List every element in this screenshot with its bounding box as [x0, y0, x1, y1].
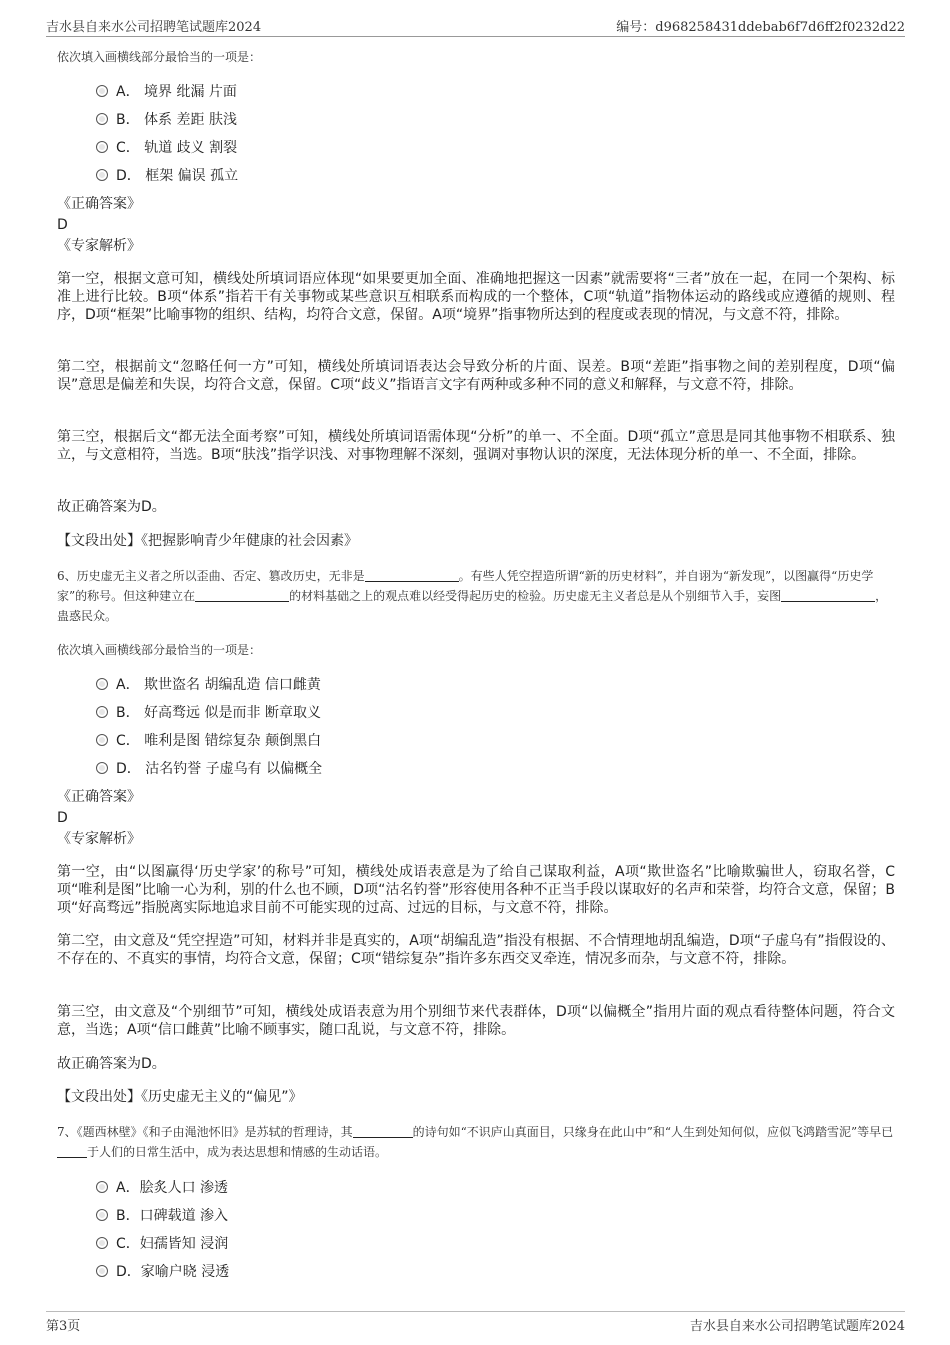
q5-analysis-label: 《专家解析》	[57, 238, 141, 254]
radio-icon[interactable]	[96, 1209, 108, 1221]
q5-analysis-p1: 第一空，根据文意可知，横线处所填词语应体现“如果要更加全面、准确地把握这一因素”就需要将“三者”放在一起，在同一个架构、标准上进行比较。B项“体系”指若干有关事物或某些意识互相联系而构成的一个整体，C项“轨道”指物体运动的路线或应遵循的规则、程序，D项“框架”比喻事物的组织、结构，均符合文意，保留。A项“境界”指事物所达到的程度或表现的情况，与文意不符，排除。	[57, 271, 895, 323]
radio-icon[interactable]	[96, 734, 108, 746]
answer-blank	[365, 569, 459, 582]
radio-icon[interactable]	[96, 762, 108, 774]
q6-option-a[interactable]: A． 欺世盗名 胡编乱造 信口雌黄	[96, 671, 322, 699]
radio-icon[interactable]	[96, 1237, 108, 1249]
q6-analysis-p3: 第三空，由文意及“个别细节”可知，横线处成语表意为用个别细节来代表群体，D项“以偏概全”指用片面的观点看待整体问题，符合文意，当选；A项“信口雌黄”比喻不顾事实，随口乱说，与文意不符，排除。	[57, 1004, 895, 1038]
q5-answer-label: 《正确答案》	[57, 196, 141, 212]
radio-icon[interactable]	[96, 169, 108, 181]
answer-blank	[195, 589, 289, 602]
q6-analysis-label: 《专家解析》	[57, 831, 141, 847]
q5-conclusion: 故正确答案为D。	[57, 499, 166, 515]
q6-options	[96, 671, 322, 783]
answer-blank	[353, 1125, 413, 1138]
radio-icon[interactable]	[96, 141, 108, 153]
q7-stem: 7、《题西林壁》《和子由渑池怀旧》是苏轼的哲理诗，其 的诗句如“不识庐山真面目，只缘身在此山中”和“人生到处知何似，应似飞鸿踏雪泥”等早已于人们的日常生活中，成为表达思想和情感的生动话语。	[57, 1125, 894, 1159]
q5-options	[96, 78, 238, 190]
answer-blank	[781, 589, 875, 602]
q5-option-b[interactable]: B． 体系 差距 肤浅	[96, 106, 238, 134]
q5-option-d[interactable]: D． 框架 偏误 孤立	[96, 162, 238, 190]
q5-answer: D	[57, 217, 68, 233]
q6-option-b[interactable]: B． 好高骛远 似是而非 断章取义	[96, 699, 322, 727]
header-title: 吉水县自来水公司招聘笔试题库2024	[46, 20, 262, 35]
q6-stem: 6、历史虚无主义者之所以歪曲、否定、篡改历史，无非是 。有些人凭空捏造所谓“新的历史材料”，并自诩为“新发现”，以图赢得“历史学家”的称号。但这种建立在 的材料基础之上的观点难以经受得起历史的检验。历史虚无主义者总是从个别细节入手，妄图 ，蛊惑民众。	[57, 569, 888, 623]
footer-title: 吉水县自来水公司招聘笔试题库2024	[689, 1319, 905, 1334]
radio-icon[interactable]	[96, 1181, 108, 1193]
q7-option-b[interactable]: B．口碑载道 渗入	[96, 1202, 229, 1230]
radio-icon[interactable]	[96, 113, 108, 125]
page-footer	[46, 1311, 905, 1336]
page-number: 第3页	[46, 1319, 81, 1334]
header-doc-id: 编号：d968258431ddebab6f7d6ff2f0232d22	[616, 20, 905, 35]
q7-options	[96, 1174, 229, 1286]
q5-lead: 依次填入画横线部分最恰当的一项是：	[57, 50, 262, 64]
page-header	[46, 14, 905, 37]
q6-analysis-p2: 第二空，由文意及“凭空捏造”可知，材料并非是真实的，A项“胡编乱造”指没有根据、不合情理地胡乱编造，D项“子虚乌有”指假设的、不存在的、不真实的事情，均符合文意，保留；C项“错综复杂”指许多东西交叉牵连，情况多而杂，与文意不符，排除。	[57, 933, 895, 967]
radio-icon[interactable]	[96, 706, 108, 718]
q5-source: 【文段出处】《把握影响青少年健康的社会因素》	[57, 533, 358, 549]
q7-option-c[interactable]: C．妇孺皆知 浸润	[96, 1230, 229, 1258]
q7-option-d[interactable]: D．家喻户晓 浸透	[96, 1258, 229, 1286]
q5-option-c[interactable]: C． 轨道 歧义 割裂	[96, 134, 238, 162]
q5-analysis-p3: 第三空，根据后文“都无法全面考察”可知，横线处所填词语需体现“分析”的单一、不全面。D项“孤立”意思是同其他事物不相联系、独立，与文意相符，当选。B项“肤浅”指学识浅、对事物理解不深刻，强调对事物认识的深度，无法体现分析的单一、不全面，排除。	[57, 429, 895, 463]
radio-icon[interactable]	[96, 85, 108, 97]
q6-option-c[interactable]: C． 唯利是图 错综复杂 颠倒黑白	[96, 727, 322, 755]
q6-conclusion: 故正确答案为D。	[57, 1056, 166, 1072]
q7-option-a[interactable]: A．脍炙人口 渗透	[96, 1174, 229, 1202]
radio-icon[interactable]	[96, 1265, 108, 1277]
q6-answer: D	[57, 810, 68, 826]
q6-analysis-p1: 第一空，由“以图赢得‘历史学家’的称号”可知，横线处成语表意是为了给自己谋取利益，A项“欺世盗名”比喻欺骗世人，窃取名誉，C项“唯利是图”比喻一心为利，别的什么也不顾，D项“沽名钓誉”形容使用各种不正当手段以谋取好的名声和荣誉，均符合文意，保留；B项“好高骛远”指脱离实际地追求目前不可能实现的过高、过远的目标，与文意不符，排除。	[57, 864, 895, 916]
q6-source: 【文段出处】《历史虚无主义的“偏见”》	[57, 1089, 303, 1105]
q5-analysis-p2: 第二空，根据前文“忽略任何一方”可知，横线处所填词语表达会导致分析的片面、误差。B项“差距”指事物之间的差别程度，D项“偏误”意思是偏差和失误，均符合文意，保留。C项“歧义”指语言文字有两种或多种不同的意义和解释，与文意不符，排除。	[57, 359, 895, 393]
q5-option-a[interactable]: A． 境界 纰漏 片面	[96, 78, 238, 106]
q6-answer-label: 《正确答案》	[57, 789, 141, 805]
q6-lead: 依次填入画横线部分最恰当的一项是：	[57, 643, 262, 657]
answer-blank	[57, 1145, 87, 1158]
q6-option-d[interactable]: D． 沽名钓誉 子虚乌有 以偏概全	[96, 755, 322, 783]
radio-icon[interactable]	[96, 678, 108, 690]
